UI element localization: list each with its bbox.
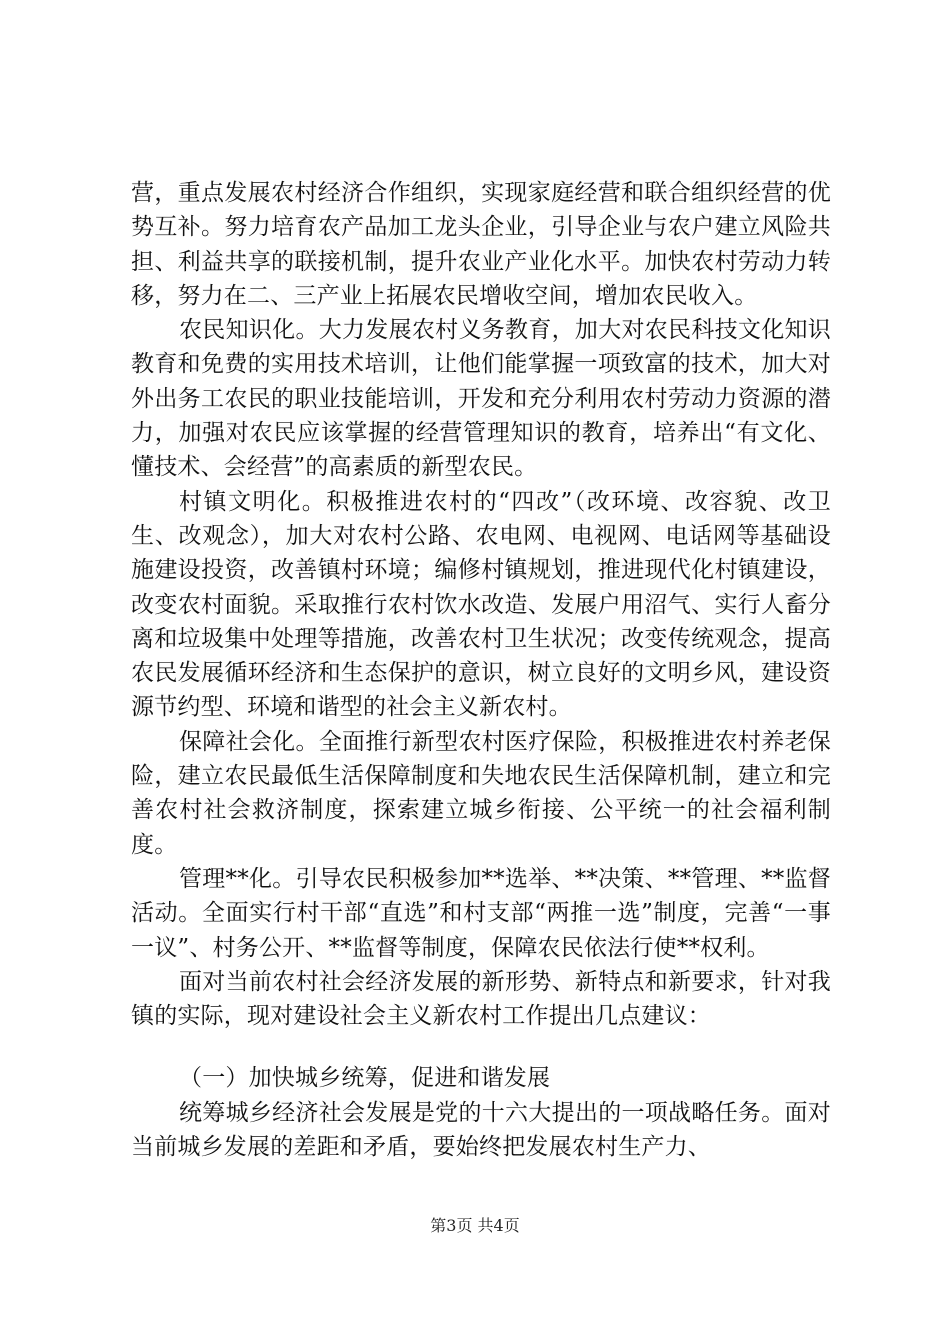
page-footer: 第3页 共4页	[430, 1216, 520, 1235]
section-heading: （一）加快城乡统筹，促进和谐发展	[179, 1065, 551, 1092]
paragraph-village-civilization: 村镇文明化。积极推进农村的“四改”（改环境、改容貌、改卫生、改观念），加大对农村公路、农电网、电视网、电话网等基础设施建设投资，改善镇村环境；编修村镇规划，推进现代化村镇建设，改变农村面貌。采取推行农村饮水改造、发展户用沼气、实行人畜分离和垃圾集中处理等措施，改善农村卫生状况；改变传统观念，提高农民发展循环经济和生态保护的意识，树立良好的文明乡风，建设资源节约型、环境和谐型的社会主义新农村。	[131, 488, 831, 721]
paragraph-farmer-knowledge: 农民知识化。大力发展农村义务教育，加大对农民科技文化知识教育和免费的实用技术培训，让他们能掌握一项致富的技术，加大对外出务工农民的职业技能培训，开发和充分利用农村劳动力资源的潜力，加强对农民应该掌握的经营管理知识的教育，培养出“有文化、懂技术、会经营”的高素质的新型农民。	[131, 317, 831, 481]
paragraph-continuation: 营，重点发展农村经济合作组织，实现家庭经营和联合组织经营的优势互补。努力培育农产品加工龙头企业，引导企业与农户建立风险共担、利益共享的联接机制，提升农业产业化水平。加快农村劳动力转移，努力在二、三产业上拓展农民增收空间，增加农民收入。	[131, 180, 831, 309]
paragraph-urban-rural: 统筹城乡经济社会发展是党的十六大提出的一项战略任务。面对当前城乡发展的差距和矛盾，要始终把发展农村生产力、	[131, 1099, 831, 1161]
paragraph-suggestions-intro: 面对当前农村社会经济发展的新形势、新特点和新要求，针对我镇的实际，现对建设社会主义新农村工作提出几点建议：	[131, 968, 831, 1030]
paragraph-management: 管理**化。引导农民积极参加**选举、**决策、**管理、**监督活动。全面实行村干部“直选”和村支部“两推一选”制度，完善“一事一议”、村务公开、**监督等制度，保障农民依法行使**权利。	[131, 865, 831, 961]
document-body	[131, 176, 831, 1164]
paragraph-social-security: 保障社会化。全面推行新型农村医疗保险，积极推进农村养老保险，建立农民最低生活保障制度和失地农民生活保障机制，建立和完善农村社会救济制度，探索建立城乡衔接、公平统一的社会福利制度。	[131, 728, 831, 858]
